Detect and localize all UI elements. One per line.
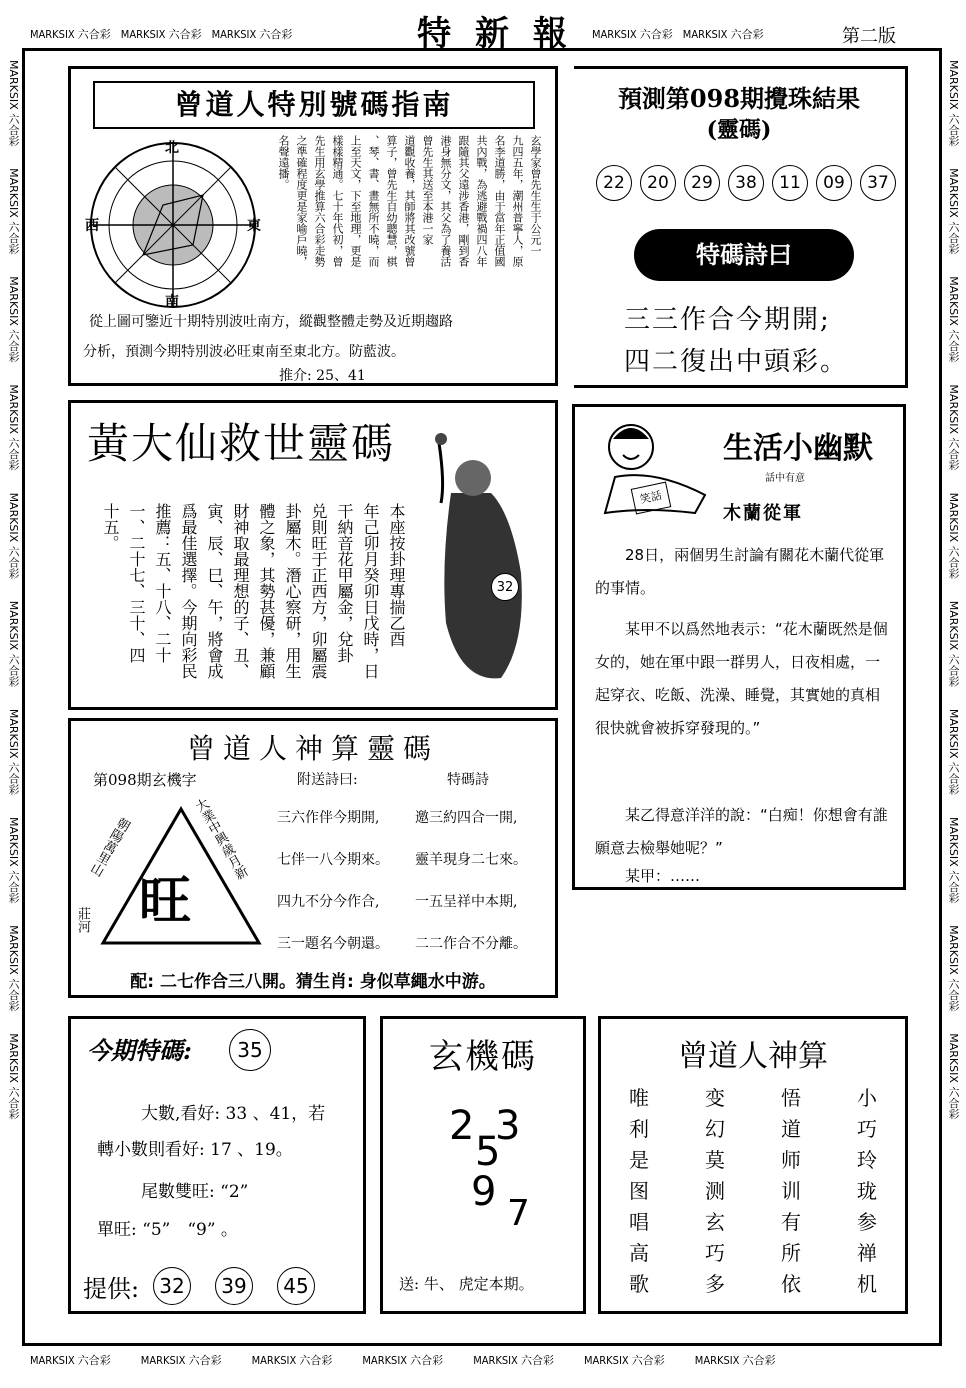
- guide-column: 名李道勝，由于當年正值國: [493, 135, 506, 267]
- predict-panel: [574, 66, 908, 388]
- shensuan-poem: [277, 797, 407, 965]
- top-strip-right: MARKSIX 六合彩 MARKSIX 六合彩: [592, 28, 764, 41]
- guide-article: [267, 135, 543, 303]
- xuanji-digit-3: 9: [471, 1169, 497, 1215]
- godman-char: 变: [705, 1086, 725, 1110]
- humor-title: 生活小幽默: [723, 431, 873, 466]
- guide-title: 曾道人特別號碼指南: [93, 81, 535, 129]
- triangle-small-text: 莊河: [75, 907, 90, 933]
- shensuan-tema-poem: [415, 797, 555, 965]
- triangle-right-text: 大業中興歲月新: [190, 796, 250, 883]
- predict-ball: 38: [728, 165, 764, 201]
- godman-row: [619, 1238, 887, 1269]
- predict-subtitle: (靈碼): [706, 117, 772, 143]
- godman-row: [619, 1083, 887, 1114]
- humor-subtitle: 話中有意: [765, 473, 805, 484]
- masthead-title: 特 新 報: [417, 14, 573, 54]
- guide-column: 樣樣精通。七十年代初，曾: [331, 135, 344, 267]
- triangle-center-char: 旺: [139, 871, 192, 932]
- right-strip: MARKSIX 六合彩 MARKSIX 六合彩 MARKSIX 六合彩 MARKSIX 六合彩 MARKSIX 六合彩 MARKSIX 六合彩 MARKSIX 六合彩 MARKSIX 六合彩 MARKSIX 六合彩 MARKSIX 六合彩: [947, 60, 960, 1120]
- guide-recommend: 推介: 25、41: [279, 368, 366, 384]
- huang-column: 寅、辰、巳、午，將會成: [205, 503, 224, 679]
- guide-column: 先生用玄學推算六合彩走勢: [313, 135, 326, 267]
- shensuan-panel: [68, 718, 558, 998]
- godman-char: 是: [629, 1148, 649, 1172]
- provide-balls: [153, 1267, 315, 1305]
- godman-char: 珑: [857, 1179, 877, 1203]
- huang-column: 體之象，其勢甚優，兼顧: [257, 503, 276, 679]
- humor-p3: 某乙得意洋洋的說：“白痴！你想會有誰願意去檢舉她呢？”: [595, 806, 888, 857]
- huang-column: 干納音花甲屬金，兌卦: [335, 503, 354, 663]
- tema-title: 今期特碼:: [87, 1036, 192, 1065]
- humor-p1: 28日，兩個男生討論有關花木蘭代從軍的事情。: [595, 546, 885, 597]
- immortal-figure: [411, 423, 541, 693]
- poem-line: 三六作伴今期開,: [277, 810, 380, 826]
- provide-ball: 32: [153, 1267, 191, 1305]
- godman-char: 利: [629, 1117, 649, 1141]
- godman-row: [619, 1145, 887, 1176]
- godman-char: 机: [857, 1272, 877, 1296]
- xuanji-digit-4: 7: [507, 1193, 530, 1234]
- tema-panel: [68, 1016, 366, 1314]
- godman-char: 小: [857, 1086, 877, 1110]
- poem-line: 四九不分今作合,: [277, 894, 380, 910]
- huang-column: 十五。: [101, 503, 120, 551]
- humor-p2: 某甲不以爲然地表示：“花木蘭既然是個女的，她在軍中跟一群男人，日夜相處，一起穿衣、吃飯、洗澡、睡覺，其實她的真相很快就會被拆穿發現的。”: [595, 620, 888, 737]
- humor-panel: [572, 404, 906, 890]
- guide-column: 共內戰，為逃避戰禍四八年: [475, 135, 488, 267]
- top-strip-left: MARKSIX 六合彩 MARKSIX 六合彩 MARKSIX 六合彩: [30, 28, 293, 41]
- shensuan-footer: 配: 二七作合三八開。猜生肖: 身似草繩水中游。: [130, 972, 496, 992]
- godman-char: 莫: [705, 1148, 725, 1172]
- cartoon-man: [595, 417, 715, 527]
- xuanji-label: 第098期玄機字: [93, 771, 197, 789]
- joke-sign: 笑話: [631, 482, 672, 515]
- godman-char: 巧: [705, 1241, 725, 1265]
- guide-column: 名聲遠播。: [277, 135, 290, 190]
- godman-char: 歌: [629, 1272, 649, 1296]
- godman-char: 玄: [705, 1210, 725, 1234]
- tema-poem-line: 邀三約四合一開,: [415, 810, 518, 826]
- predict-ball: 11: [772, 165, 808, 201]
- guide-column: 港身無分文，其父為了養活: [439, 135, 452, 267]
- xuanjima-panel: [380, 1016, 586, 1314]
- provide-ball: 45: [277, 1267, 315, 1305]
- tema-poem-line: 二二作合不分離。: [415, 936, 527, 952]
- compass-diagram: [83, 135, 263, 315]
- poem-line: 三一題名今朝還。: [277, 936, 389, 952]
- guide-column: 曾先生其送至本港一家: [421, 135, 434, 245]
- provide-label: 提供:: [83, 1275, 140, 1303]
- godman-row: [619, 1176, 887, 1207]
- huang-column: 爲最佳選擇。今期向彩民: [179, 503, 198, 679]
- tema-poem-line: 靈羊現身二七來。: [415, 852, 527, 868]
- guide-column: 玄學家曾先生生于公元一: [529, 135, 542, 256]
- poem-line: 七伴一八今期來。: [277, 852, 389, 868]
- godman-char: 玲: [857, 1148, 877, 1172]
- huang-panel: [68, 400, 558, 710]
- huang-title: 黃大仙救世靈碼: [87, 419, 396, 468]
- guide-column: 九四五年，潮州普寧人，原: [511, 135, 524, 267]
- shensuan-title: 曾道人神算靈碼: [186, 732, 439, 765]
- godman-char: 图: [629, 1179, 649, 1203]
- tema-line-4: 單旺: “5” “9” 。: [97, 1220, 238, 1240]
- huang-column: 財神取最理想的子、丑、: [231, 503, 250, 679]
- poem-line-2: 四二復出中頭彩。: [624, 347, 849, 377]
- godman-row: [619, 1269, 887, 1300]
- poem-banner: 特碼詩曰: [634, 229, 854, 281]
- godman-char: 训: [781, 1179, 801, 1203]
- huang-badge: 32: [491, 573, 519, 601]
- huang-column: 推薦：五、十八、二十: [153, 503, 172, 663]
- tema-line-1: 大數,看好: 33 、41，若: [141, 1104, 326, 1124]
- guide-column: 之準確程度更是家喻戶曉，: [295, 135, 308, 267]
- guide-panel: [68, 66, 558, 386]
- humor-p4: 某甲：……: [625, 867, 701, 885]
- compass-west: 西: [85, 218, 99, 234]
- xuanji-digit-2: 3: [495, 1103, 521, 1149]
- godman-row: [619, 1114, 887, 1145]
- xuanji-digit-0: 2: [449, 1103, 475, 1149]
- huang-column: 卦屬木。潛心察研，用生: [283, 503, 302, 679]
- compass-south: 南: [165, 294, 179, 310]
- predict-ball: 22: [596, 165, 632, 201]
- godman-char: 禅: [857, 1241, 877, 1265]
- predict-ball: 37: [860, 165, 896, 201]
- xuanjima-note: 送: 牛、 虎定本期。: [399, 1275, 534, 1293]
- godman-char: 师: [781, 1148, 801, 1172]
- godman-title: 曾道人神算: [678, 1039, 828, 1074]
- godman-char: 依: [781, 1272, 801, 1296]
- compass-east: 東: [247, 218, 261, 234]
- huang-column: 本座按卦理專揣乙酉: [387, 503, 406, 647]
- predict-title: 預測第098期攪珠結果: [617, 84, 861, 113]
- provide-ball: 39: [215, 1267, 253, 1305]
- poem-line-1: 三三作合今期開;: [624, 305, 831, 335]
- tema-head: 特碼詩: [447, 772, 489, 788]
- predict-ball: 29: [684, 165, 720, 201]
- tema-poem-line: 一五呈祥中本期,: [415, 894, 518, 910]
- godman-char: 唯: [629, 1086, 649, 1110]
- humor-story-title: 木蘭從軍: [723, 503, 803, 524]
- triangle-left-text: 朝陽萬里山: [86, 814, 132, 878]
- guide-column: 算子，曾先生自幼聰慧，棋: [385, 135, 398, 267]
- godman-char: 参: [857, 1210, 877, 1234]
- guide-column: 跟隨其父遠涉香港，剛到香: [457, 135, 470, 267]
- godman-char: 巧: [857, 1117, 877, 1141]
- huang-column: 兑則旺于正西方，卯屬震: [309, 503, 328, 679]
- huang-article: [87, 503, 407, 703]
- poem-head: 附送詩曰:: [297, 772, 358, 788]
- guide-column: 道觀收養，其師將其改號曾: [403, 135, 416, 267]
- godman-char: 幻: [705, 1117, 725, 1141]
- godman-poem-grid: [619, 1083, 887, 1300]
- huang-column: 一、二十七、三十、四: [127, 503, 146, 663]
- godman-panel: [598, 1016, 908, 1314]
- godman-char: 唱: [629, 1210, 649, 1234]
- huang-column: 年己卯月癸卯日戊時，日: [361, 503, 380, 679]
- godman-char: 所: [781, 1241, 801, 1265]
- godman-char: 测: [705, 1179, 725, 1203]
- edition-label: 第二版: [842, 26, 896, 47]
- predict-ball: 09: [816, 165, 852, 201]
- godman-row: [619, 1207, 887, 1238]
- xuanji-digit-1: 5: [475, 1129, 501, 1175]
- compass-north: 北: [165, 140, 179, 156]
- left-strip: MARKSIX 六合彩 MARKSIX 六合彩 MARKSIX 六合彩 MARKSIX 六合彩 MARKSIX 六合彩 MARKSIX 六合彩 MARKSIX 六合彩 MARKSIX 六合彩 MARKSIX 六合彩 MARKSIX 六合彩: [7, 60, 20, 1120]
- guide-line-2: 分析，預測今期特別波必旺東南至東北方。防藍波。: [83, 344, 405, 360]
- predict-ball: 20: [640, 165, 676, 201]
- godman-char: 多: [705, 1272, 725, 1296]
- predict-balls: [596, 165, 896, 201]
- godman-char: 道: [781, 1117, 801, 1141]
- xuanjima-title: 玄機碼: [429, 1037, 537, 1077]
- godman-char: 高: [629, 1241, 649, 1265]
- guide-column: 上至天文，下至地理，更是: [349, 135, 362, 267]
- tema-line-3: 尾數雙旺: “2”: [141, 1182, 249, 1202]
- tema-ball: 35: [229, 1029, 271, 1071]
- guide-line-1: 從上圖可鑒近十期特別波吐南方，縱觀整體走勢及近期趨路: [89, 314, 453, 330]
- tema-line-2: 轉小數則看好: 17 、19。: [97, 1140, 293, 1160]
- godman-char: 有: [781, 1210, 801, 1234]
- guide-column: 、琴、書、畫無所不曉，而: [367, 135, 380, 267]
- godman-char: 悟: [781, 1086, 801, 1110]
- bottom-strip: MARKSIX 六合彩 MARKSIX 六合彩 MARKSIX 六合彩 MARKSIX 六合彩 MARKSIX 六合彩 MARKSIX 六合彩 MARKSIX 六合彩: [30, 1354, 776, 1367]
